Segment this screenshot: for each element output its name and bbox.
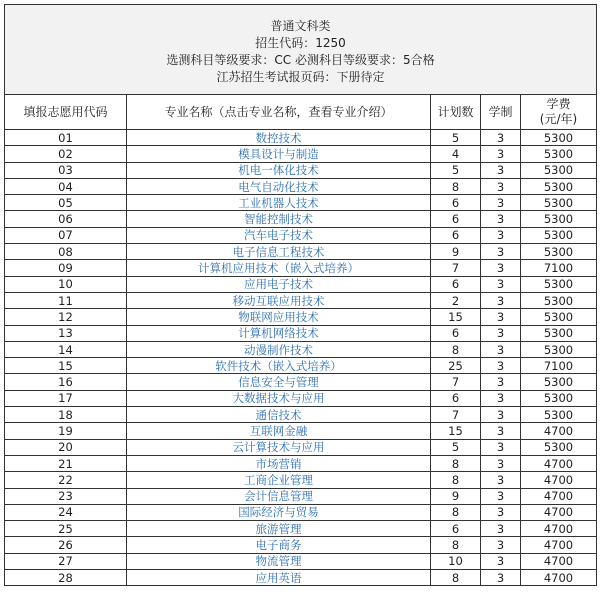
major-name-link[interactable]: 国际经济与贸易: [127, 504, 431, 520]
major-name-link[interactable]: 工业机器人技术: [127, 195, 431, 211]
plan-count-cell: 8: [431, 504, 481, 520]
code-cell: 20: [5, 439, 127, 455]
years-cell: 3: [481, 162, 521, 178]
table-row: [5, 374, 597, 390]
years-cell: 3: [481, 488, 521, 504]
major-name-link[interactable]: 互联网金融: [127, 423, 431, 439]
table-row: [5, 260, 597, 276]
fee-cell: 7100: [521, 260, 597, 276]
table-row: [5, 553, 597, 569]
major-name-link[interactable]: 模具设计与制造: [127, 146, 431, 162]
major-name-link[interactable]: 物流管理: [127, 553, 431, 569]
plan-count-cell: 8: [431, 455, 481, 471]
code-cell: 12: [5, 309, 127, 325]
col-header-plan: 计划数: [431, 95, 481, 130]
years-cell: 3: [481, 341, 521, 357]
years-cell: 3: [481, 390, 521, 406]
major-name-link[interactable]: 动漫制作技术: [127, 341, 431, 357]
major-name-link[interactable]: 电子信息工程技术: [127, 244, 431, 260]
code-cell: 26: [5, 537, 127, 553]
years-cell: 3: [481, 178, 521, 194]
fee-cell: 4700: [521, 570, 597, 586]
major-name-link[interactable]: 工商企业管理: [127, 472, 431, 488]
fee-cell: 5300: [521, 211, 597, 227]
code-cell: 02: [5, 146, 127, 162]
plan-count-cell: 8: [431, 472, 481, 488]
col-header-fee: [521, 95, 597, 130]
plan-count-cell: 4: [431, 146, 481, 162]
fee-cell: 5300: [521, 244, 597, 260]
fee-cell: 5300: [521, 227, 597, 243]
years-cell: 3: [481, 570, 521, 586]
major-name-link[interactable]: 信息安全与管理: [127, 374, 431, 390]
years-cell: 3: [481, 439, 521, 455]
code-cell: 14: [5, 341, 127, 357]
years-cell: 3: [481, 504, 521, 520]
years-cell: 3: [481, 407, 521, 423]
plan-count-cell: 6: [431, 227, 481, 243]
code-cell: 22: [5, 472, 127, 488]
years-cell: 3: [481, 244, 521, 260]
years-cell: 3: [481, 358, 521, 374]
code-cell: 21: [5, 455, 127, 471]
years-cell: 3: [481, 325, 521, 341]
table-row: [5, 178, 597, 194]
plan-count-cell: 5: [431, 439, 481, 455]
code-cell: 04: [5, 178, 127, 194]
subject-requirement: 选测科目等级要求：CC 必测科目等级要求：5合格: [166, 52, 435, 67]
code-cell: 19: [5, 423, 127, 439]
table-row: [5, 195, 597, 211]
major-name-link[interactable]: 旅游管理: [127, 521, 431, 537]
plan-count-cell: 6: [431, 390, 481, 406]
table-row: [5, 472, 597, 488]
plan-count-cell: 6: [431, 195, 481, 211]
code-cell: 10: [5, 276, 127, 292]
code-cell: 18: [5, 407, 127, 423]
table-row: [5, 325, 597, 341]
code-cell: 15: [5, 358, 127, 374]
major-name-link[interactable]: 大数据技术与应用: [127, 390, 431, 406]
table-row: [5, 276, 597, 292]
table-row: [5, 488, 597, 504]
table-row: [5, 211, 597, 227]
years-cell: 3: [481, 521, 521, 537]
plan-count-cell: 8: [431, 178, 481, 194]
category-title: 普通文科类: [270, 18, 331, 33]
years-cell: 3: [481, 537, 521, 553]
years-cell: 3: [481, 455, 521, 471]
fee-cell: 4700: [521, 488, 597, 504]
fee-cell: 7100: [521, 358, 597, 374]
table-row: [5, 244, 597, 260]
enrollment-code: 招生代码：1250: [255, 35, 346, 50]
code-cell: 28: [5, 570, 127, 586]
table-row: [5, 162, 597, 178]
fee-cell: 4700: [521, 504, 597, 520]
fee-cell: 5300: [521, 390, 597, 406]
code-cell: 11: [5, 292, 127, 308]
code-cell: 07: [5, 227, 127, 243]
fee-cell: 4700: [521, 553, 597, 569]
plan-count-cell: 2: [431, 292, 481, 308]
years-cell: 3: [481, 292, 521, 308]
table-header-info: [5, 5, 597, 95]
plan-count-cell: 6: [431, 521, 481, 537]
years-cell: 3: [481, 309, 521, 325]
plan-count-cell: 8: [431, 570, 481, 586]
plan-count-cell: 5: [431, 162, 481, 178]
col-header-major: 专业名称（点击专业名称，查看专业介绍）: [127, 95, 431, 130]
table-row: [5, 537, 597, 553]
plan-count-cell: 8: [431, 341, 481, 357]
major-name-link[interactable]: 汽车电子技术: [127, 227, 431, 243]
fee-cell: 4700: [521, 423, 597, 439]
col-header-fee-unit: (元/年): [539, 112, 578, 126]
major-name-link[interactable]: 市场营销: [127, 455, 431, 471]
plan-count-cell: 5: [431, 130, 481, 146]
table-row: [5, 341, 597, 357]
page-number-note: 江苏招生考试报页码：下册待定: [216, 69, 385, 84]
years-cell: 3: [481, 260, 521, 276]
table-row: [5, 309, 597, 325]
code-cell: 27: [5, 553, 127, 569]
code-cell: 25: [5, 521, 127, 537]
table-row: [5, 455, 597, 471]
admission-table-container: [4, 4, 596, 586]
years-cell: 3: [481, 130, 521, 146]
fee-cell: 4700: [521, 521, 597, 537]
table-row: [5, 439, 597, 455]
major-name-link[interactable]: 通信技术: [127, 407, 431, 423]
plan-count-cell: 7: [431, 374, 481, 390]
fee-cell: 5300: [521, 195, 597, 211]
fee-cell: 5300: [521, 178, 597, 194]
fee-cell: 5300: [521, 407, 597, 423]
major-name-link[interactable]: 计算机应用技术（嵌入式培养）: [127, 260, 431, 276]
plan-count-cell: 7: [431, 407, 481, 423]
table-row: [5, 146, 597, 162]
code-cell: 16: [5, 374, 127, 390]
years-cell: 3: [481, 195, 521, 211]
years-cell: 3: [481, 211, 521, 227]
table-row: [5, 570, 597, 586]
major-name-link[interactable]: 电气自动化技术: [127, 178, 431, 194]
code-cell: 23: [5, 488, 127, 504]
plan-count-cell: 9: [431, 244, 481, 260]
major-name-link[interactable]: 移动互联应用技术: [127, 292, 431, 308]
code-cell: 03: [5, 162, 127, 178]
major-name-link[interactable]: 数控技术: [127, 130, 431, 146]
table-row: [5, 390, 597, 406]
table-row: [5, 130, 597, 146]
code-cell: 17: [5, 390, 127, 406]
years-cell: 3: [481, 227, 521, 243]
fee-cell: 5300: [521, 292, 597, 308]
fee-cell: 5300: [521, 162, 597, 178]
major-name-link[interactable]: 会计信息管理: [127, 488, 431, 504]
code-cell: 13: [5, 325, 127, 341]
years-cell: 3: [481, 423, 521, 439]
plan-count-cell: 15: [431, 309, 481, 325]
fee-cell: 5300: [521, 130, 597, 146]
plan-count-cell: 15: [431, 423, 481, 439]
code-cell: 01: [5, 130, 127, 146]
plan-count-cell: 6: [431, 276, 481, 292]
table-row: [5, 407, 597, 423]
table-row: [5, 358, 597, 374]
major-name-link[interactable]: 物联网应用技术: [127, 309, 431, 325]
table-row: [5, 292, 597, 308]
table-row: [5, 423, 597, 439]
major-name-link[interactable]: 云计算技术与应用: [127, 439, 431, 455]
code-cell: 09: [5, 260, 127, 276]
plan-count-cell: 8: [431, 537, 481, 553]
column-header-row: [5, 95, 597, 130]
fee-cell: 5300: [521, 341, 597, 357]
years-cell: 3: [481, 472, 521, 488]
fee-cell: 4700: [521, 537, 597, 553]
col-header-code: 填报志愿用代码: [5, 95, 127, 130]
col-header-years: 学制: [481, 95, 521, 130]
major-name-link[interactable]: 机电一体化技术: [127, 162, 431, 178]
code-cell: 08: [5, 244, 127, 260]
table-row: [5, 521, 597, 537]
fee-cell: 5300: [521, 309, 597, 325]
years-cell: 3: [481, 276, 521, 292]
major-name-link[interactable]: 应用电子技术: [127, 276, 431, 292]
code-cell: 06: [5, 211, 127, 227]
plan-count-cell: 6: [431, 325, 481, 341]
col-header-fee-label: 学费: [546, 97, 571, 111]
plan-count-cell: 10: [431, 553, 481, 569]
admission-plan-table: [4, 4, 597, 586]
years-cell: 3: [481, 374, 521, 390]
fee-cell: 5300: [521, 325, 597, 341]
table-row: [5, 504, 597, 520]
fee-cell: 5300: [521, 146, 597, 162]
plan-count-cell: 7: [431, 260, 481, 276]
major-name-link[interactable]: 应用英语: [127, 570, 431, 586]
fee-cell: 4700: [521, 455, 597, 471]
fee-cell: 4700: [521, 472, 597, 488]
fee-cell: 5300: [521, 374, 597, 390]
code-cell: 24: [5, 504, 127, 520]
plan-count-cell: 25: [431, 358, 481, 374]
major-name-link[interactable]: 智能控制技术: [127, 211, 431, 227]
major-name-link[interactable]: 计算机网络技术: [127, 325, 431, 341]
major-name-link[interactable]: 电子商务: [127, 537, 431, 553]
code-cell: 05: [5, 195, 127, 211]
table-row: [5, 227, 597, 243]
major-name-link[interactable]: 软件技术（嵌入式培养）: [127, 358, 431, 374]
years-cell: 3: [481, 146, 521, 162]
fee-cell: 5300: [521, 439, 597, 455]
fee-cell: 5300: [521, 276, 597, 292]
plan-count-cell: 9: [431, 488, 481, 504]
plan-count-cell: 6: [431, 211, 481, 227]
years-cell: 3: [481, 553, 521, 569]
